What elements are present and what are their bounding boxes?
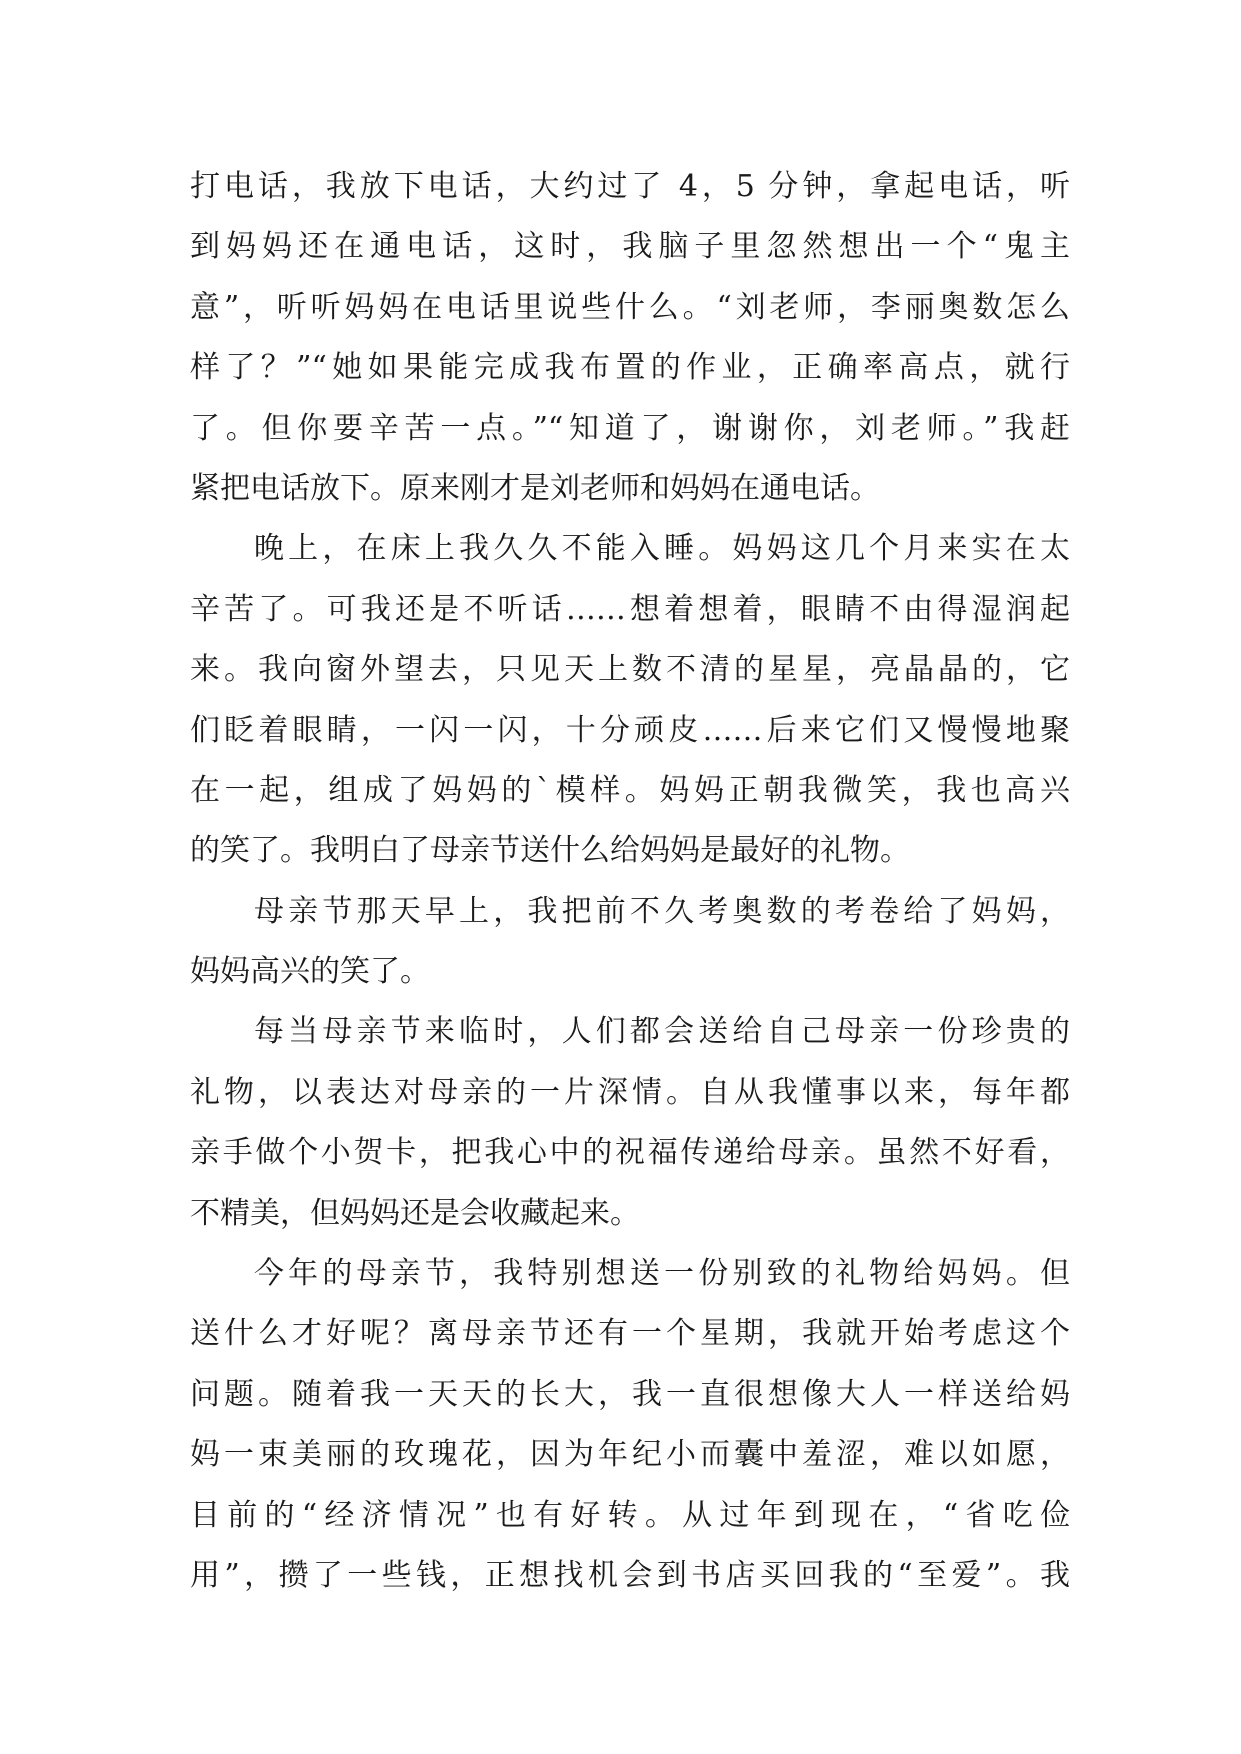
text-line: 妈妈高兴的笑了。 [190,954,430,990]
document-body [190,157,1070,1606]
text-line: 用”，攒了一些钱，正想找机会到书店买回我的“至爱”。我 [190,1557,1070,1593]
text-line: 来。我向窗外望去，只见天上数不清的星星，亮晶晶的，它 [190,652,1070,688]
paragraph-first-line: 今年的母亲节，我特别想送一份别致的礼物给妈妈。但 [254,1256,1070,1292]
text-line: 紧把电话放下。原来刚才是刘老师和妈妈在通电话。 [190,470,880,506]
text-line: 的笑了。我明白了母亲节送什么给妈妈是最好的礼物。 [190,833,910,869]
text-line: 意”，听听妈妈在电话里说些什么。“刘老师，李丽奥数怎么 [190,289,1070,325]
text-line: 礼物，以表达对母亲的一片深情。自从我懂事以来，每年都 [190,1074,1070,1110]
text-line: 送什么才好呢？离母亲节还有一个星期，我就开始考虑这个 [190,1316,1070,1352]
text-line: 亲手做个小贺卡，把我心中的祝福传递给母亲。虽然不好看， [190,1135,1070,1171]
text-line: 打电话，我放下电话，大约过了 4，5 分钟，拿起电话，听 [190,169,1070,204]
text-line: 不精美，但妈妈还是会收藏起来。 [190,1195,640,1231]
text-line: 问题。随着我一天天的长大，我一直很想像大人一样送给妈 [190,1376,1070,1412]
text-line: 了。但你要辛苦一点。”“知道了，谢谢你，刘老师。”我赶 [190,410,1070,446]
text-line: 到妈妈还在通电话，这时，我脑子里忽然想出一个“鬼主 [190,229,1070,265]
paragraph-first-line: 母亲节那天早上，我把前不久考奥数的考卷给了妈妈， [254,893,1070,929]
paragraph-first-line: 每当母亲节来临时，人们都会送给自己母亲一份珍贵的 [254,1014,1070,1050]
paragraph-first-line: 晚上，在床上我久久不能入睡。妈妈这几个月来实在太 [254,531,1070,567]
text-line: 们眨着眼睛，一闪一闪，十分顽皮……后来它们又慢慢地聚 [190,712,1070,748]
text-line: 辛苦了。可我还是不听话……想着想着，眼睛不由得湿润起 [190,591,1070,627]
text-line: 样了？”“她如果能完成我布置的作业，正确率高点，就行 [190,350,1070,386]
text-line: 妈一束美丽的玫瑰花，因为年纪小而囊中羞涩，难以如愿， [190,1437,1070,1473]
text-line: 在一起，组成了妈妈的`模样。妈妈正朝我微笑，我也高兴 [190,772,1070,808]
text-line: 目前的“经济情况”也有好转。从过年到现在，“省吃俭 [190,1497,1070,1533]
